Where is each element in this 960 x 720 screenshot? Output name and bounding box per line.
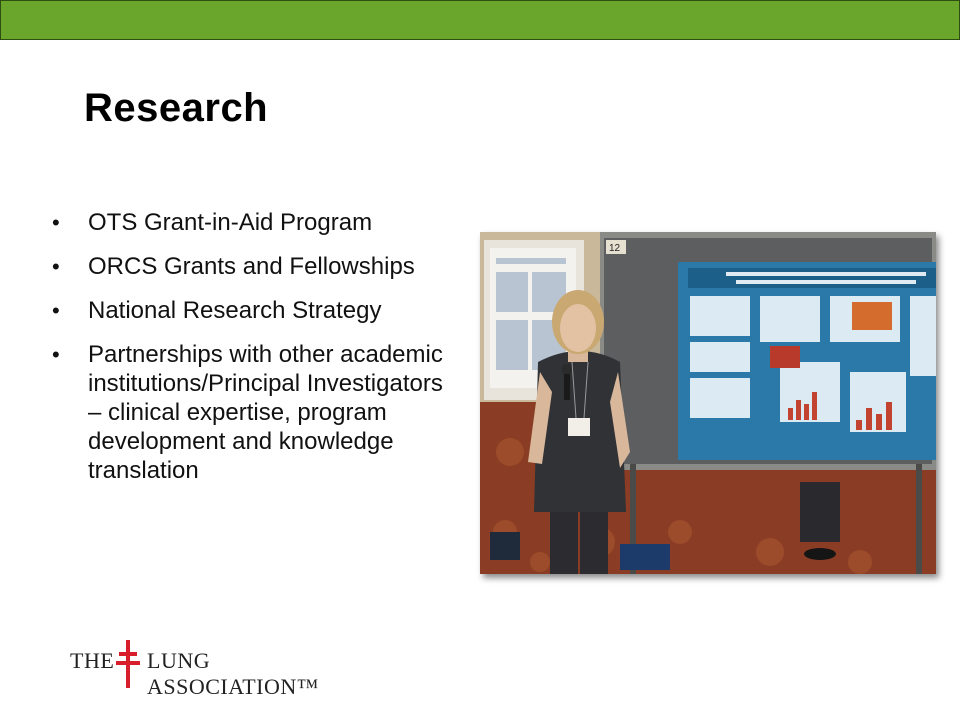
bullet-item <box>52 208 452 237</box>
slide-title: Research <box>84 86 269 130</box>
bullet-text: Partnerships with other academic institutions/Principal Investigators – clinical expertise, program development and knowledge translation <box>88 341 443 484</box>
logo-word-the: THE <box>70 648 115 673</box>
lorraine-cross-icon <box>114 640 142 690</box>
bullet-icon: • <box>52 342 60 367</box>
bullet-text: ORCS Grants and Fellowships <box>88 253 415 280</box>
bullet-item <box>52 252 452 281</box>
bullet-text: OTS Grant-in-Aid Program <box>88 209 373 236</box>
svg-text:12: 12 <box>609 243 621 254</box>
logo-word-lung-association: LUNG ASSOCIATION™ <box>147 648 319 699</box>
bullet-text: National Research Strategy <box>88 297 382 324</box>
bullet-icon: • <box>52 210 60 235</box>
bullet-list <box>52 208 452 500</box>
bullet-item <box>52 296 452 325</box>
bullet-icon: • <box>52 254 60 279</box>
bullet-item <box>52 340 452 485</box>
header-bar <box>0 0 960 40</box>
conference-photo <box>480 232 936 574</box>
lung-association-logo <box>70 640 370 699</box>
bullet-icon: • <box>52 298 60 323</box>
